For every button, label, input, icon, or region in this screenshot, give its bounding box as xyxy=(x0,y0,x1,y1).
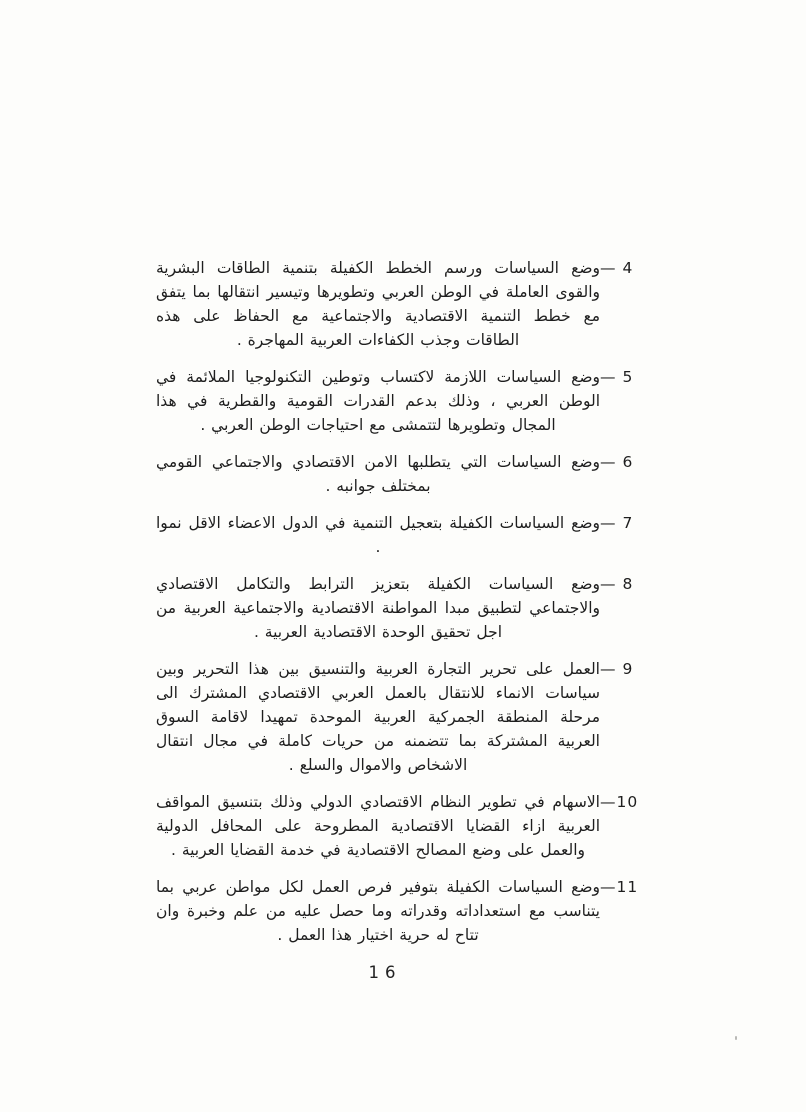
item-number: 10— xyxy=(600,793,639,811)
list-item xyxy=(156,657,650,777)
numbered-list xyxy=(156,256,650,982)
item-text: وضع السياسات الكفيلة بتعجيل التنمية في الدول الاعضاء الاقل نموا . xyxy=(156,514,600,556)
list-item xyxy=(156,875,650,947)
item-text: وضع السياسات الكفيلة بتعزيز الترابط والتكامل الاقتصادي والاجتماعي لتطبيق مبدا المواطنة الاقتصادية والاجتماعية العربية من اجل تحقيق الوحدة الاقتصادية العربية . xyxy=(156,575,600,641)
scan-speck xyxy=(735,1036,737,1040)
list-item xyxy=(156,790,650,862)
item-text: العمل على تحرير التجارة العربية والتنسيق بين هذا التحرير وبين سياسات الانماء للانتقال بالعمل العربي الاقتصادي المشترك الى مرحلة المنطقة الجمركية العربية الموحدة تمهيدا لاقامة السوق العربية المشتركة بما تتضمنه من حريات كاملة في مجال انتقال الاشخاص والاموال والسلع . xyxy=(156,660,600,774)
item-number: 6 — xyxy=(600,453,634,471)
item-number: 8 — xyxy=(600,575,634,593)
list-item xyxy=(156,511,650,559)
item-number: 11— xyxy=(600,878,639,896)
item-number: 4 — xyxy=(600,259,634,277)
list-item xyxy=(156,450,650,498)
item-text: وضع السياسات ورسم الخطط الكفيلة بتنمية الطاقات البشرية والقوى العاملة في الوطن العربي وتطويرها وتيسير انتقالها بما يتفق مع خطط التنمية الاقتصادية والاجتماعية مع الحفاظ على هذه الطاقات وجذب الكفاءات العربية المهاجرة . xyxy=(156,259,600,349)
item-number: 7 — xyxy=(600,514,634,532)
item-text: وضع السياسات الكفيلة بتوفير فرص العمل لكل مواطن عربي بما يتناسب مع استعداداته وقدراته وما حصل عليه من علم وخبرة وان تتاح له حرية اختيار هذا العمل . xyxy=(156,878,600,944)
list-item xyxy=(156,365,650,437)
item-text: وضع السياسات التي يتطلبها الامن الاقتصادي والاجتماعي القومي بمختلف جوانبه . xyxy=(156,453,600,495)
item-text: الاسهام في تطوير النظام الاقتصادي الدولي وذلك بتنسيق المواقف العربية ازاء القضايا الاقتصادية المطروحة على المحافل الدولية والعمل على وضع المصالح الاقتصادية في خدمة القضايا العربية . xyxy=(156,793,600,859)
list-item xyxy=(156,256,650,352)
page-number: 16 xyxy=(368,963,402,982)
item-number: 5 — xyxy=(600,368,634,386)
item-number: 9 — xyxy=(600,660,634,678)
list-item xyxy=(156,572,650,644)
item-text: وضع السياسات اللازمة لاكتساب وتوطين التكنولوجيا الملائمة في الوطن العربي ، وذلك بدعم القدرات القومية والقطرية في هذا المجال وتطويرها لتتمشى مع احتياجات الوطن العربي . xyxy=(156,368,600,434)
